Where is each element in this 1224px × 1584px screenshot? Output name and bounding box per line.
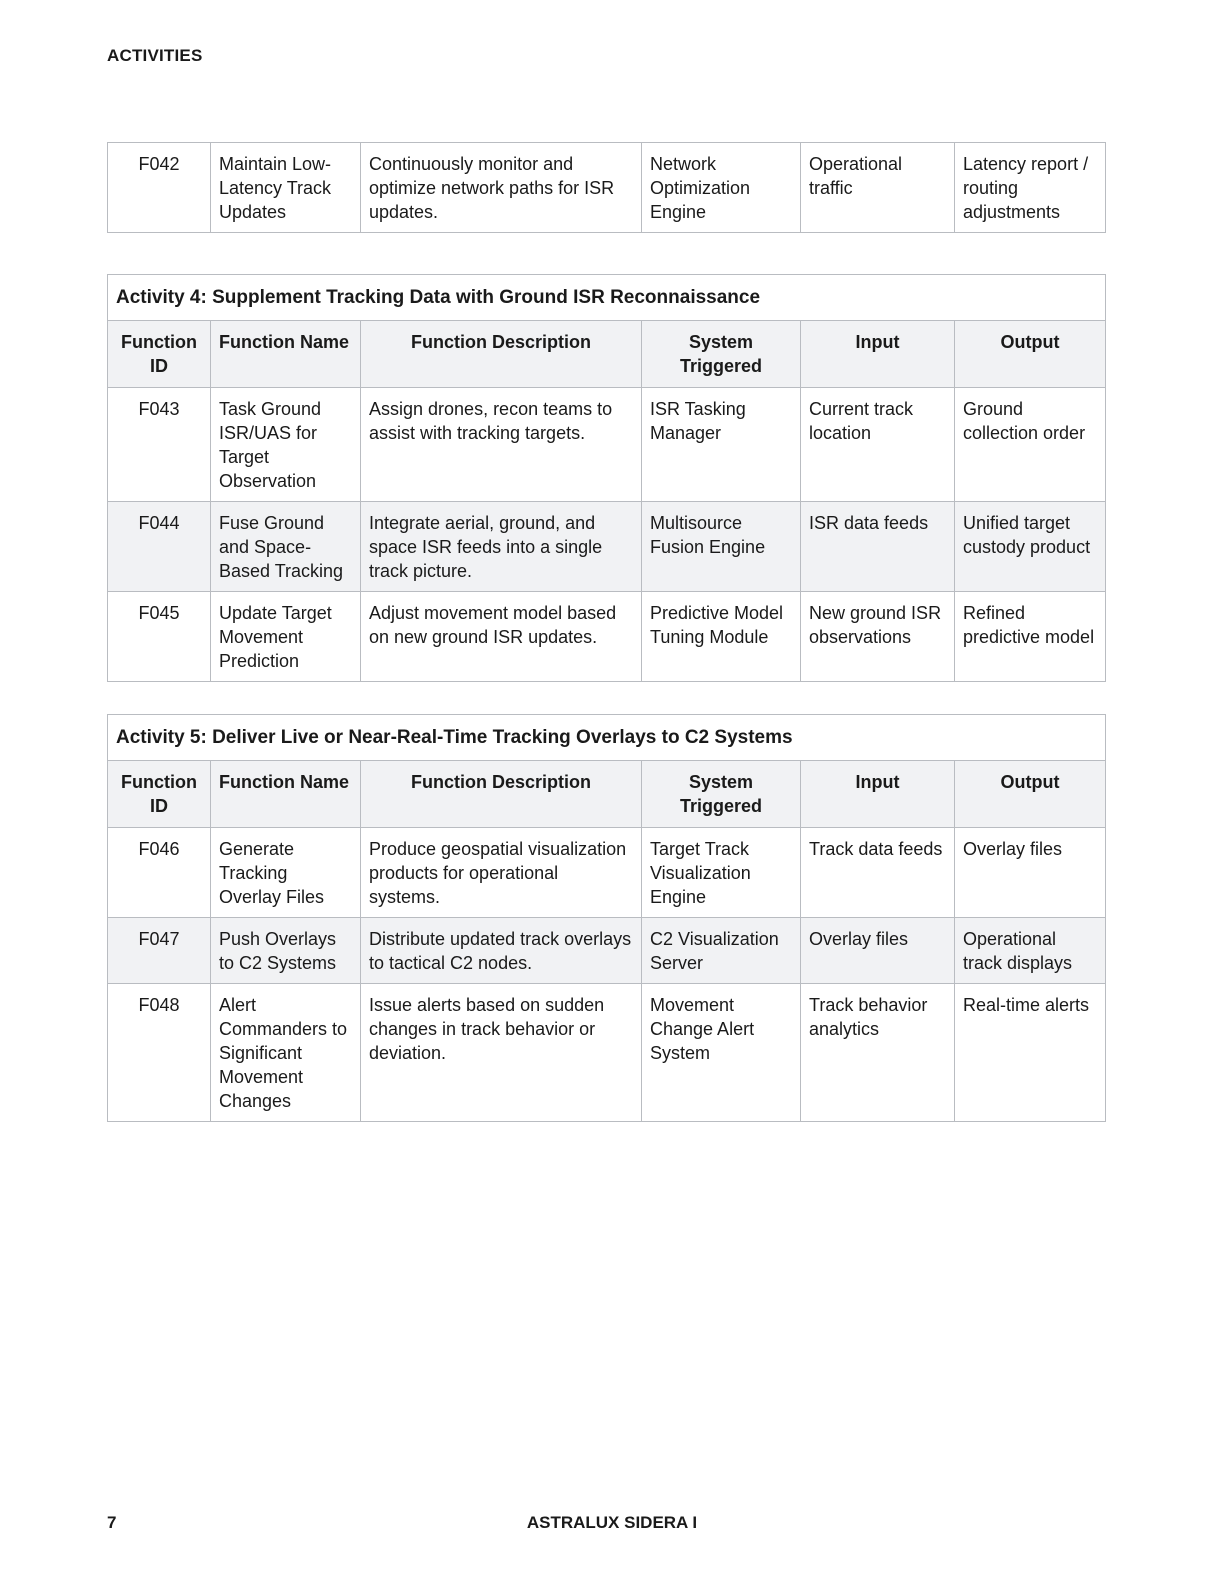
function-description: Assign drones, recon teams to assist with tracking targets. [361,388,642,502]
system-triggered: Movement Change Alert System [642,984,801,1122]
function-output: Overlay files [955,828,1106,918]
function-input: Track behavior analytics [801,984,955,1122]
table-row [108,502,1106,592]
function-output: Unified target custody product [955,502,1106,592]
document-title: ASTRALUX SIDERA I [526,1513,698,1532]
activity-5-title: Activity 5: Deliver Live or Near-Real-Time Tracking Overlays to C2 Systems [108,715,1106,761]
function-input: ISR data feeds [801,502,955,592]
function-description: Integrate aerial, ground, and space ISR feeds into a single track picture. [361,502,642,592]
function-description: Produce geospatial visualization products for operational systems. [361,828,642,918]
col-header-function-name: Function Name [211,321,361,388]
function-output: Latency report / routing adjustments [955,143,1106,233]
function-description: Issue alerts based on sudden changes in track behavior or deviation. [361,984,642,1122]
system-triggered: Target Track Visualization Engine [642,828,801,918]
function-description: Adjust movement model based on new ground ISR updates. [361,592,642,682]
continued-function-table [107,142,1106,233]
function-name: Maintain Low-Latency Track Updates [211,143,361,233]
function-input: Track data feeds [801,828,955,918]
function-id: F044 [108,502,211,592]
col-header-input: Input [801,321,955,388]
function-id: F048 [108,984,211,1122]
function-id: F042 [108,143,211,233]
function-name: Push Overlays to C2 Systems [211,918,361,984]
function-input: Overlay files [801,918,955,984]
col-header-function-id: Function ID [108,321,211,388]
function-name: Generate Tracking Overlay Files [211,828,361,918]
col-header-input: Input [801,761,955,828]
table-row [108,592,1106,682]
table-header-row [108,761,1106,828]
col-header-system-triggered: System Triggered [642,321,801,388]
col-header-output: Output [955,761,1106,828]
function-input: New ground ISR observations [801,592,955,682]
col-header-function-description: Function Description [361,761,642,828]
function-id: F047 [108,918,211,984]
table-row [108,388,1106,502]
function-input: Operational traffic [801,143,955,233]
function-output: Ground collection order [955,388,1106,502]
function-input: Current track location [801,388,955,502]
function-name: Alert Commanders to Significant Movement Changes [211,984,361,1122]
system-triggered: Predictive Model Tuning Module [642,592,801,682]
function-name: Fuse Ground and Space-Based Tracking [211,502,361,592]
function-id: F046 [108,828,211,918]
function-name: Task Ground ISR/UAS for Target Observation [211,388,361,502]
col-header-function-name: Function Name [211,761,361,828]
col-header-function-id: Function ID [108,761,211,828]
section-header: ACTIVITIES [107,46,203,65]
system-triggered: ISR Tasking Manager [642,388,801,502]
col-header-function-description: Function Description [361,321,642,388]
system-triggered: Multisource Fusion Engine [642,502,801,592]
activity-4-title: Activity 4: Supplement Tracking Data with Ground ISR Reconnaissance [108,275,1106,321]
function-id: F043 [108,388,211,502]
function-id: F045 [108,592,211,682]
table-header-row [108,321,1106,388]
function-name: Update Target Movement Prediction [211,592,361,682]
table-row [108,984,1106,1122]
table-row [108,828,1106,918]
table-row [108,143,1106,233]
col-header-output: Output [955,321,1106,388]
system-triggered: C2 Visualization Server [642,918,801,984]
page-number: 7 [107,1513,117,1532]
table-row [108,918,1106,984]
function-description: Distribute updated track overlays to tactical C2 nodes. [361,918,642,984]
function-output: Operational track displays [955,918,1106,984]
col-header-system-triggered: System Triggered [642,761,801,828]
function-description: Continuously monitor and optimize network paths for ISR updates. [361,143,642,233]
system-triggered: Network Optimization Engine [642,143,801,233]
activity-4-table [107,274,1106,682]
activity-5-table [107,714,1106,1122]
function-output: Real-time alerts [955,984,1106,1122]
function-output: Refined predictive model [955,592,1106,682]
